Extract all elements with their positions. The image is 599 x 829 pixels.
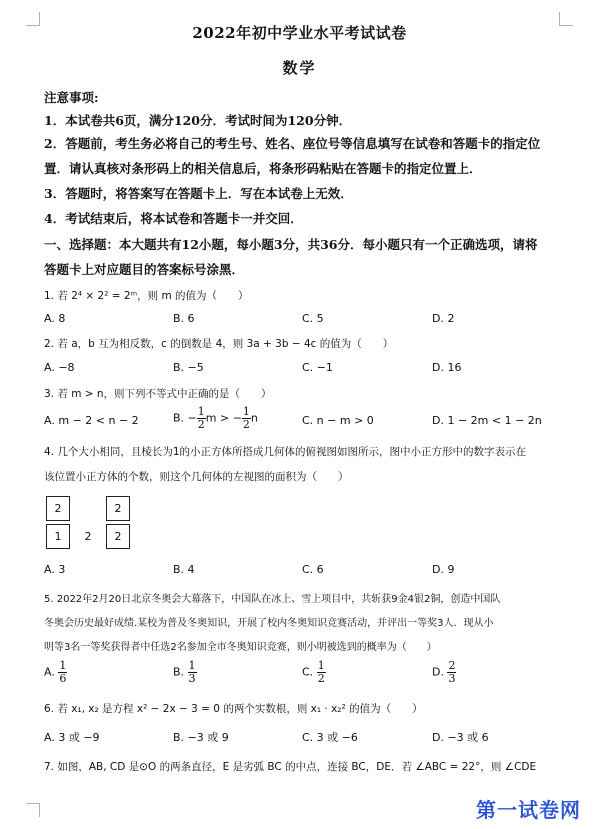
q3-b-tail: n — [250, 411, 258, 425]
question-5-option-b — [173, 660, 197, 685]
question-2-stem: 2. 若 a，b 互为相反数，c 的倒数是 4，则 3a + 3b − 4c 的值为（ ） — [44, 338, 394, 350]
question-5-stem-line-2: 冬奥会历史最好成绩.某校为普及冬奥知识，开展了校内冬奥知识竞赛活动，并评出一等奖3人．现从小 — [44, 618, 494, 629]
question-6-option-b: B. −3 或 9 — [173, 731, 229, 744]
question-6-option-a: A. 3 或 −9 — [44, 731, 100, 744]
fraction — [188, 660, 197, 685]
grid-cell: 2 — [84, 530, 92, 543]
question-3-option-c: C. n − m > 0 — [302, 414, 374, 427]
crop-mark-bottom-left — [26, 803, 40, 817]
question-7-stem: 7. 如图，AB, CD 是⊙O 的两条直径，E 是劣弧 BC 的中点，连接 BC，DE．若 ∠ABC = 22°，则 ∠CDE — [44, 761, 537, 773]
question-5-stem-line-3: 明等3名一等奖获得者中任选2名参加全市冬奥知识竞赛，则小明被选到的概率为（ ） — [44, 642, 437, 653]
top-view-grid — [46, 496, 136, 552]
question-1-option-d: D. 2 — [432, 312, 455, 325]
fraction-denominator: 2 — [317, 672, 325, 685]
question-5-option-c — [302, 660, 326, 685]
question-6-stem: 6. 若 x₁, x₂ 是方程 x² − 2x − 3 = 0 的两个实数根，则 x₁ · x₂² 的值为（ ） — [44, 703, 423, 715]
fraction-denominator: 2 — [197, 418, 205, 431]
question-4-option-a: A. 3 — [44, 563, 66, 576]
option-label: D. — [432, 665, 444, 679]
fraction-numerator: 1 — [197, 405, 205, 418]
question-1-stem: 1. 若 2⁴ × 2² = 2ᵐ，则 m 的值为（ ） — [44, 290, 249, 302]
notice-heading: 注意事项: — [44, 90, 99, 105]
fraction-numerator: 1 — [242, 405, 250, 418]
notice-item-1: 1．本试卷共6页，满分120分．考试时间为120分钟． — [44, 113, 352, 128]
notice-item-2-cont: 置．请认真核对条形码上的相关信息后，将条形码粘贴在答题卡的指定位置上． — [44, 161, 482, 176]
q3-b-middle: m > − — [205, 411, 242, 425]
fraction-numerator: 1 — [59, 659, 67, 672]
fraction — [58, 660, 67, 685]
fraction-denominator: 3 — [188, 672, 196, 685]
grid-cell: 1 — [46, 524, 70, 549]
exam-subject: 数学 — [282, 59, 317, 77]
grid-cell: 2 — [106, 496, 130, 521]
question-3-option-b — [173, 406, 258, 431]
option-label: B. — [173, 665, 185, 679]
section-heading-line-2: 答题卡上对应题目的答案标号涂黑． — [44, 262, 245, 277]
question-4-stem-line-1: 4. 几个大小相同，且棱长为1的小正方体所搭成几何体的俯视图如图所示，图中小正方形中的数字表示在 — [44, 446, 527, 458]
fraction-numerator: 2 — [448, 659, 456, 672]
question-6-option-c: C. 3 或 −6 — [302, 731, 358, 744]
fraction-numerator: 1 — [188, 659, 196, 672]
exam-title: 2022年初中学业水平考试试卷 — [192, 24, 407, 42]
grid-cell: 2 — [46, 496, 70, 521]
question-3-option-b-label: B. — [173, 411, 185, 425]
section-heading-line-1: 一、选择题：本大题共有12小题，每小题3分，共36分．每小题只有一个正确选项，请将 — [44, 237, 538, 252]
fraction-numerator: 1 — [317, 659, 325, 672]
question-2-option-b: B. −5 — [173, 361, 204, 374]
q3-b-fraction-1 — [197, 406, 206, 431]
question-5-stem-line-1: 5. 2022年2月20日北京冬奥会大幕落下，中国队在冰上、雪上项目中，共斩获9金4银2铜，创造中国队 — [44, 594, 501, 605]
fraction-denominator: 2 — [242, 418, 250, 431]
q3-b-sign: − — [187, 411, 197, 425]
question-2-option-d: D. 16 — [432, 361, 462, 374]
question-1-option-b: B. 6 — [173, 312, 195, 325]
question-6-option-d: D. −3 或 6 — [432, 731, 489, 744]
question-4-stem-line-2: 该位置小正方体的个数，则这个几何体的左视图的面积为（ ） — [44, 471, 349, 483]
q3-b-fraction-2 — [242, 406, 251, 431]
question-5-option-a — [44, 660, 67, 685]
option-label: C. — [302, 665, 314, 679]
fraction-denominator: 6 — [59, 672, 67, 685]
notice-item-2: 2．答题前，考生务必将自己的考生号、姓名、座位号等信息填写在试卷和答题卡的指定位 — [44, 136, 541, 151]
question-5-option-d — [432, 660, 456, 685]
grid-cell: 2 — [106, 524, 130, 549]
question-1-option-a: A. 8 — [44, 312, 66, 325]
question-4-option-b: B. 4 — [173, 563, 195, 576]
question-3-option-a: A. m − 2 < n − 2 — [44, 414, 139, 427]
question-3-stem: 3. 若 m > n，则下列不等式中正确的是（ ） — [44, 388, 272, 400]
question-3-option-d: D. 1 − 2m < 1 − 2n — [432, 414, 542, 427]
question-4-option-c: C. 6 — [302, 563, 324, 576]
fraction-denominator: 3 — [448, 672, 456, 685]
question-2-option-a: A. −8 — [44, 361, 75, 374]
question-4-option-d: D. 9 — [432, 563, 455, 576]
fraction — [317, 660, 326, 685]
notice-item-3: 3．答题时，将答案写在答题卡上．写在本试卷上无效． — [44, 186, 353, 201]
watermark-logo: 第一试卷网 — [476, 798, 581, 822]
fraction — [447, 660, 456, 685]
question-1-option-c: C. 5 — [302, 312, 324, 325]
notice-item-4: 4．考试结束后，将本试卷和答题卡一并交回． — [44, 211, 303, 226]
option-label: A. — [44, 665, 55, 679]
question-2-option-c: C. −1 — [302, 361, 333, 374]
